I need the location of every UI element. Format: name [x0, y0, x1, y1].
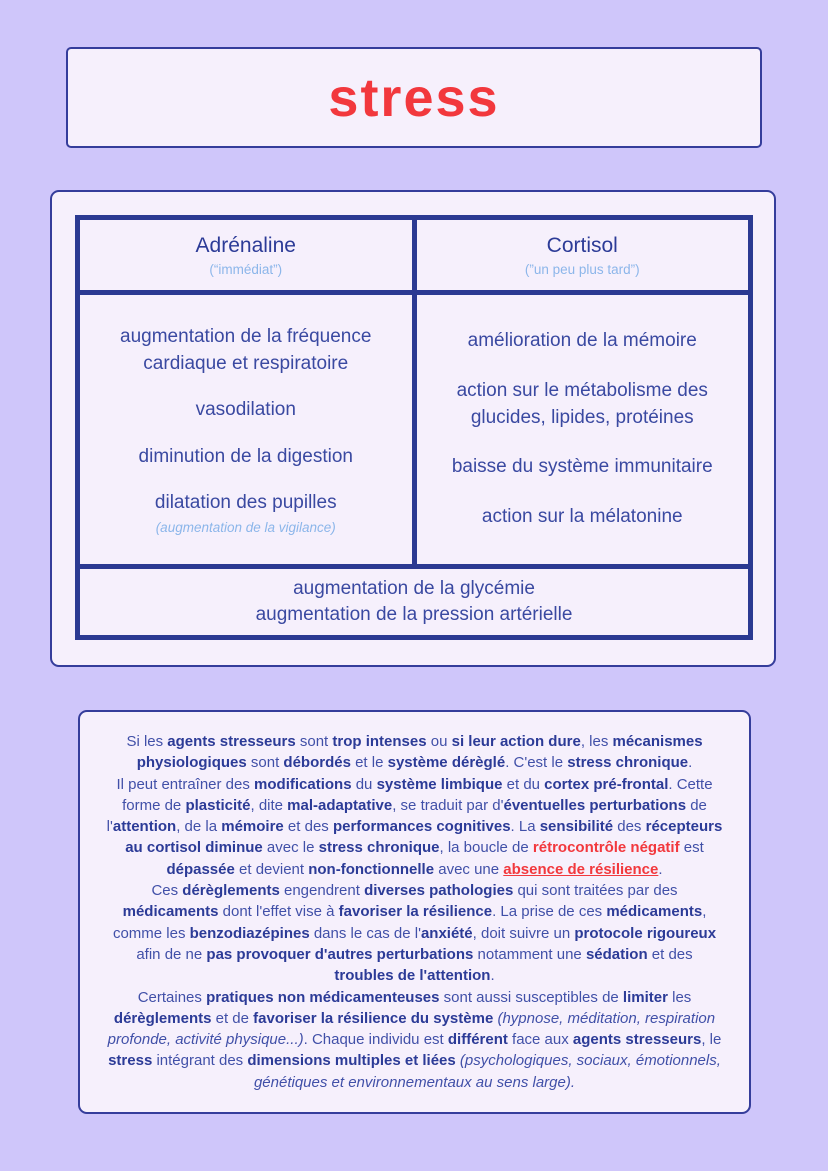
- column-title: Cortisol: [546, 233, 618, 257]
- table-item-text: action sur le métabolisme des glucides, lipides, protéines: [456, 379, 708, 428]
- table-item-text: action sur la mélatonine: [481, 506, 683, 528]
- table-body-adrenaline: [80, 295, 412, 564]
- table-item-text: amélioration de la mémoire: [467, 329, 697, 351]
- table-footer-line: augmentation de la pression artérielle: [255, 604, 573, 625]
- table-item-text: baisse du système immunitaire: [451, 456, 713, 478]
- table-item: [452, 454, 713, 481]
- column-title: Adrénaline: [195, 233, 296, 257]
- table-item: [468, 328, 697, 355]
- table-item-text: vasodilation: [195, 399, 296, 421]
- table-header-adrenaline: [80, 220, 412, 290]
- notes-panel: [78, 710, 751, 1114]
- table-item-text: diminution de la digestion: [138, 445, 353, 467]
- notes-paragraph: Ces dérèglements engendrent diverses pathologies qui sont traitées par des médicaments dont l'effet vise à favoriser la résilience. La prise de ces médicaments, comme les benzodiazépines dans le cas de l'anxiété, doit suivre un protocole rigoureux afin de ne pas provoquer d'autres perturbations notamment une sédation et des troubles de l'attention.: [112, 882, 717, 985]
- hormones-table: [75, 215, 753, 640]
- table-item: [482, 504, 683, 531]
- table-item-text: dilatation des pupilles: [154, 491, 337, 513]
- table-item: [431, 378, 735, 432]
- table-body-cortisol: [417, 295, 749, 564]
- table-header-cortisol: [417, 220, 749, 290]
- table-item-text: augmentation de la fréquence cardiaque et respiratoire: [120, 326, 372, 375]
- table-footer-line: augmentation de la glycémie: [293, 578, 535, 599]
- table-item: [139, 444, 353, 471]
- table-item-note: (augmentation de la vigilance): [155, 519, 336, 535]
- notes-paragraph: Certaines pratiques non médicamenteuses sont aussi susceptibles de limiter les dérèglements et de favoriser la résilience du système (hypnose, méditation, respiration profonde, activité physique...). Chaque individu est différent face aux agents stresseurs, le stress intégrant des dimensions multiples et liées (psychologiques, sociaux, émotionnels, génétiques et environnementaux au sens large).: [107, 988, 722, 1091]
- table-item: [94, 324, 398, 378]
- notes-paragraph: Il peut entraîner des modifications du système limbique et du cortex pré-frontal. Cette forme de plasticité, dite mal-adaptative, se traduit par d'éventuelles perturbations de l'attention, de la mémoire et des performances cognitives. La sensibilité des récepteurs au cortisol diminue avec le stress chronique, la boucle de rétrocontrôle négatif est dépassée et devient non-fonctionnelle avec une absence de résilience.: [106, 775, 723, 878]
- notes-paragraph: Si les agents stresseurs sont trop intenses ou si leur action dure, les mécanismes physiologiques sont débordés et le système dérèglé. C'est le stress chronique.: [126, 733, 703, 772]
- table-footer-shared-effects: [80, 569, 748, 635]
- table-item: [196, 397, 296, 424]
- page-title: stress: [328, 67, 500, 128]
- column-subtitle: (“immédiat”): [209, 261, 283, 277]
- title-box: [66, 47, 762, 148]
- table-item: [155, 490, 337, 535]
- column-subtitle: (”un peu plus tard”): [524, 261, 640, 277]
